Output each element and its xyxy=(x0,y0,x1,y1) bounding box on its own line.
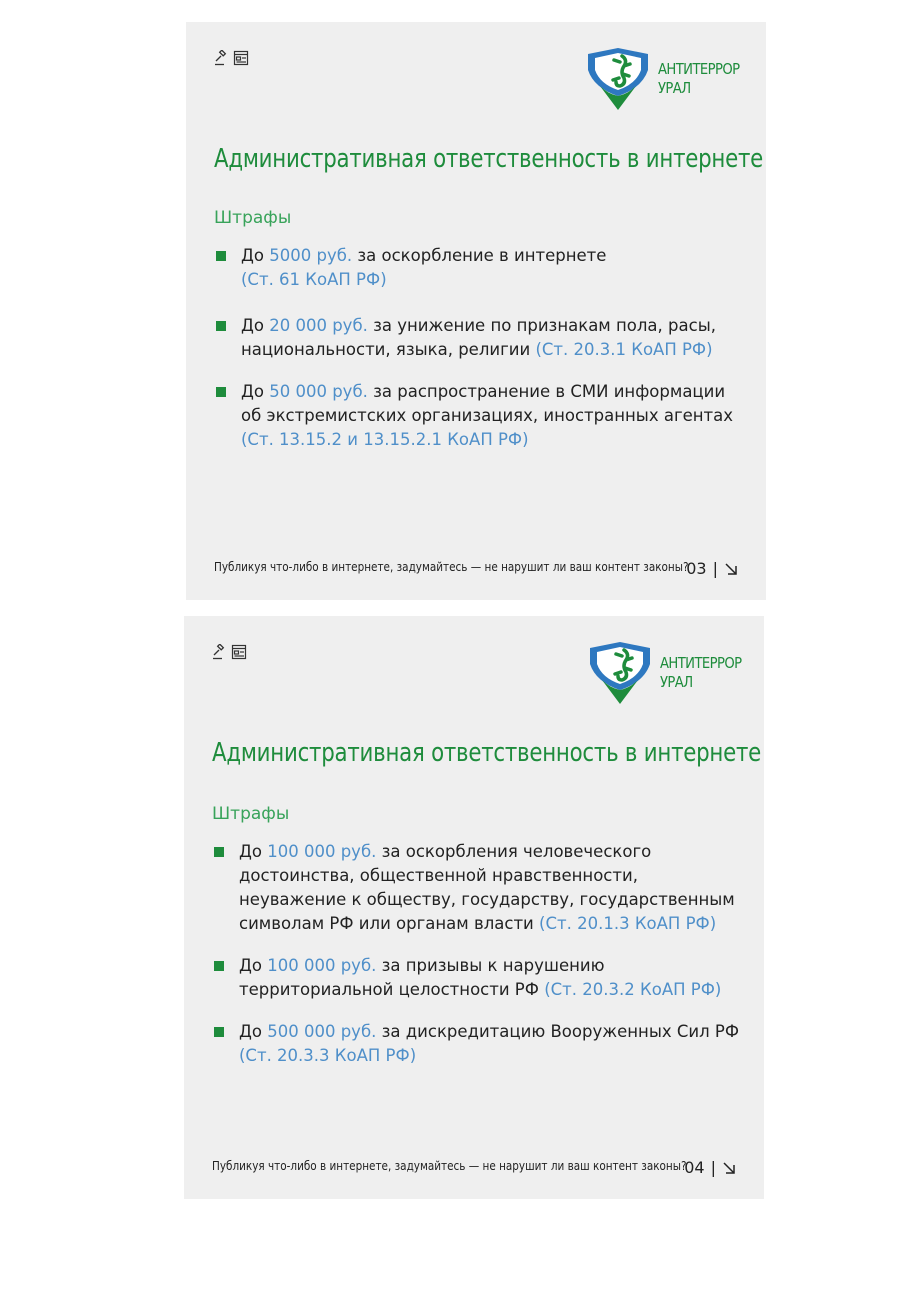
logo-line2: УРАЛ xyxy=(660,673,693,691)
page-separator: | xyxy=(710,1158,716,1177)
fine-prefix: До xyxy=(241,382,270,401)
logo-text xyxy=(660,654,741,692)
shield-lizard-logo xyxy=(586,48,650,110)
bullet-square-icon xyxy=(214,847,224,857)
page-number xyxy=(686,559,738,578)
fines-list xyxy=(212,840,740,1086)
fine-item xyxy=(212,840,740,936)
fine-text: за унижение по признакам пола, расы, национальности, языка, религии xyxy=(241,316,716,359)
browser-window-icon xyxy=(231,644,247,660)
fine-item xyxy=(214,244,746,292)
logo-line2: УРАЛ xyxy=(658,79,691,97)
fine-prefix: До xyxy=(239,1022,268,1041)
logo-text xyxy=(658,60,739,98)
page-number-value: 03 xyxy=(686,559,707,578)
tool-icons xyxy=(214,50,249,66)
slide-title: Административная ответственность в интернете xyxy=(214,144,764,174)
fine-amount: 100 000 руб. xyxy=(267,842,377,861)
bullet-square-icon xyxy=(214,961,224,971)
fine-law-reference: (Ст. 20.3.2 КоАП РФ) xyxy=(544,980,722,999)
bullet-square-icon xyxy=(216,321,226,331)
fine-law-reference: (Ст. 20.3.1 КоАП РФ) xyxy=(535,340,713,359)
page-number xyxy=(684,1158,736,1177)
browser-window-icon xyxy=(233,50,249,66)
slide-title: Административная ответственность в интернете xyxy=(212,738,762,768)
antiterror-logo xyxy=(588,642,756,704)
fine-item xyxy=(214,314,746,362)
tool-icons xyxy=(212,644,247,660)
fine-text: за распространение в СМИ информации об экстремистских организациях, иностранных агентах xyxy=(241,382,734,425)
fine-prefix: До xyxy=(239,842,268,861)
fine-prefix: До xyxy=(239,956,268,975)
fine-law-reference: (Ст. 13.15.2 и 13.15.2.1 КоАП РФ) xyxy=(241,430,529,449)
footer-text: Публикуя что-либо в интернете, задумайтесь — не нарушит ли ваш контент законы? xyxy=(214,560,689,574)
fine-amount: 20 000 руб. xyxy=(269,316,368,335)
bullet-square-icon xyxy=(216,387,226,397)
fine-text: за оскорбления человеческого достоинства, общественной нравственности, неуважение к обществу, государству, государственным символам РФ или органам власти xyxy=(239,842,735,933)
slide-03 xyxy=(186,22,766,600)
fine-law-reference: (Ст. 61 КоАП РФ) xyxy=(241,270,387,289)
slide-04 xyxy=(184,616,764,1199)
bullet-square-icon xyxy=(214,1027,224,1037)
fine-prefix: До xyxy=(241,316,270,335)
antiterror-logo xyxy=(586,48,754,110)
fine-text: за дискредитацию Вооруженных Сил РФ xyxy=(376,1022,740,1041)
fine-item xyxy=(212,1020,740,1068)
bullet-square-icon xyxy=(216,251,226,261)
logo-line1: АНТИТЕРРОР xyxy=(658,60,740,78)
arrow-down-right-icon xyxy=(724,562,738,576)
fine-text: за оскорбление в интернете xyxy=(352,246,607,265)
gavel-icon xyxy=(212,644,228,660)
arrow-down-right-icon xyxy=(722,1161,736,1175)
fine-prefix: До xyxy=(241,246,270,265)
fine-amount: 500 000 руб. xyxy=(267,1022,377,1041)
fine-amount: 50 000 руб. xyxy=(269,382,368,401)
fine-amount: 5000 руб. xyxy=(269,246,353,265)
footer-text: Публикуя что-либо в интернете, задумайтесь — не нарушит ли ваш контент законы? xyxy=(212,1159,687,1173)
slide-subtitle: Штрафы xyxy=(214,208,292,228)
fine-text: за призывы к нарушению территориальной целостности РФ xyxy=(239,956,605,999)
fine-law-reference: (Ст. 20.1.3 КоАП РФ) xyxy=(539,914,717,933)
shield-lizard-logo xyxy=(588,642,652,704)
gavel-icon xyxy=(214,50,230,66)
logo-line1: АНТИТЕРРОР xyxy=(660,654,742,672)
slide-subtitle: Штрафы xyxy=(212,804,290,824)
fine-item xyxy=(212,954,740,1002)
fines-list xyxy=(214,244,746,470)
page-number-value: 04 xyxy=(684,1158,705,1177)
fine-item xyxy=(214,380,746,452)
fine-amount: 100 000 руб. xyxy=(267,956,377,975)
fine-law-reference: (Ст. 20.3.3 КоАП РФ) xyxy=(239,1046,417,1065)
page-separator: | xyxy=(712,559,718,578)
